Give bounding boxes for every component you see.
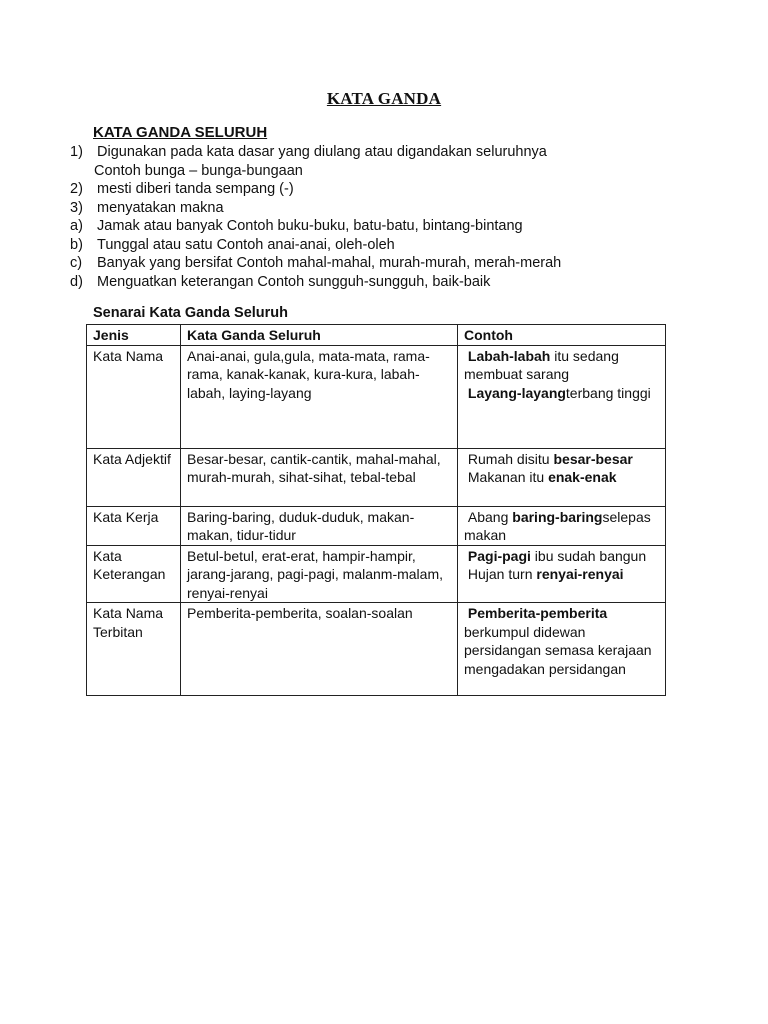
cell-jenis: Kata Keterangan — [87, 545, 181, 603]
example-word: enak-enak — [548, 469, 617, 485]
note-text: Banyak yang bersifat Contoh mahal-mahal, murah-murah, merah-merah — [97, 255, 562, 271]
example-sentence — [464, 565, 661, 584]
cell-kata: Pemberita-pemberita, soalan-soalan — [181, 603, 458, 696]
table-header-row — [87, 325, 666, 346]
cell-kata: Anai-anai, gula,gula, mata-mata, rama-rama, kanak-kanak, kura-kura, labah-labah, laying-layang — [181, 345, 458, 448]
table-row — [87, 603, 666, 696]
section-heading: KATA GANDA SELURUH — [93, 124, 268, 141]
cell-jenis: Kata Nama Terbitan — [87, 603, 181, 696]
example-sentence — [464, 347, 661, 384]
note-marker: b) — [70, 236, 83, 253]
column-header-kata: Kata Ganda Seluruh — [181, 325, 458, 346]
example-word: Pemberita-pemberita — [467, 605, 608, 621]
cell-kata: Baring-baring, duduk-duduk, makan-makan, tidur-tidur — [181, 506, 458, 545]
notes-list — [70, 143, 710, 291]
example-sentence — [464, 384, 661, 403]
cell-contoh — [458, 448, 666, 506]
note-text: menyatakan makna — [97, 199, 224, 216]
page-title: KATA GANDA — [326, 89, 442, 108]
table-row — [87, 345, 666, 448]
cell-contoh — [458, 506, 666, 545]
table-row — [87, 545, 666, 603]
example-text: Abang — [467, 508, 513, 525]
example-text: Makanan itu — [467, 469, 549, 485]
note-marker: 3) — [70, 199, 83, 216]
example-text: itu sedang membuat sarang — [464, 347, 619, 382]
note-item — [70, 217, 710, 236]
note-marker: a) — [70, 218, 83, 234]
note-text: Menguatkan keterangan Contoh sungguh-sungguh, baik-baik — [97, 273, 491, 290]
cell-jenis: Kata Adjektif — [87, 448, 181, 506]
note-text: Digunakan pada kata dasar yang diulang atau digandakan seluruhnya — [97, 144, 547, 160]
example-sentence — [464, 450, 661, 469]
note-text: Jamak atau banyak Contoh buku-buku, batu-batu, bintang-bintang — [97, 218, 523, 234]
note-item — [70, 143, 710, 162]
cell-contoh — [458, 345, 666, 448]
example-word: renyai-renyai — [536, 566, 624, 582]
table-row — [87, 506, 666, 545]
note-item — [70, 273, 710, 292]
cell-jenis: Kata Nama — [87, 345, 181, 448]
cell-contoh — [458, 545, 666, 603]
example-text: Hujan turn — [467, 566, 537, 582]
example-word: baring-baring — [512, 508, 603, 525]
note-marker: 1) — [70, 144, 83, 160]
table-row — [87, 448, 666, 506]
note-item — [70, 236, 710, 255]
example-sentence — [464, 604, 661, 678]
note-marker: d) — [70, 273, 83, 290]
example-word: Pagi-pagi — [467, 547, 531, 564]
column-header-contoh: Contoh — [458, 325, 666, 346]
note-example: Contoh bunga – bunga-bungaan — [94, 162, 303, 179]
example-text: terbang tinggi — [565, 384, 651, 401]
note-item — [70, 254, 710, 273]
example-text: selepas makan — [464, 508, 651, 543]
note-item — [70, 199, 710, 218]
note-marker: c) — [70, 255, 83, 271]
example-text: ibu sudah bangun — [530, 547, 647, 564]
example-sentence — [464, 547, 661, 566]
note-marker: 2) — [70, 181, 83, 197]
note-text: Tunggal atau satu Contoh anai-anai, oleh-oleh — [97, 236, 395, 253]
column-header-jenis: Jenis — [87, 325, 181, 346]
cell-contoh — [458, 603, 666, 696]
note-item — [70, 180, 710, 199]
cell-kata: Besar-besar, cantik-cantik, mahal-mahal, murah-murah, sihat-sihat, tebal-tebal — [181, 448, 458, 506]
example-text: Rumah disitu — [467, 450, 554, 467]
example-text: berkumpul didewan persidangan semasa kerajaan mengadakan persidangan — [464, 623, 652, 677]
example-word: Labah-labah — [467, 347, 551, 364]
note-text: mesti diberi tanda sempang (-) — [97, 181, 294, 197]
cell-jenis: Kata Kerja — [87, 506, 181, 545]
kata-ganda-table — [86, 324, 666, 696]
example-sentence — [464, 468, 661, 487]
example-sentence — [464, 508, 661, 545]
example-word: besar-besar — [553, 450, 633, 467]
table-title: Senarai Kata Ganda Seluruh — [93, 305, 289, 321]
example-word: Layang-layang — [467, 384, 566, 401]
cell-kata: Betul-betul, erat-erat, hampir-hampir, jarang-jarang, pagi-pagi, malanm-malam, renyai-renyai — [181, 545, 458, 603]
